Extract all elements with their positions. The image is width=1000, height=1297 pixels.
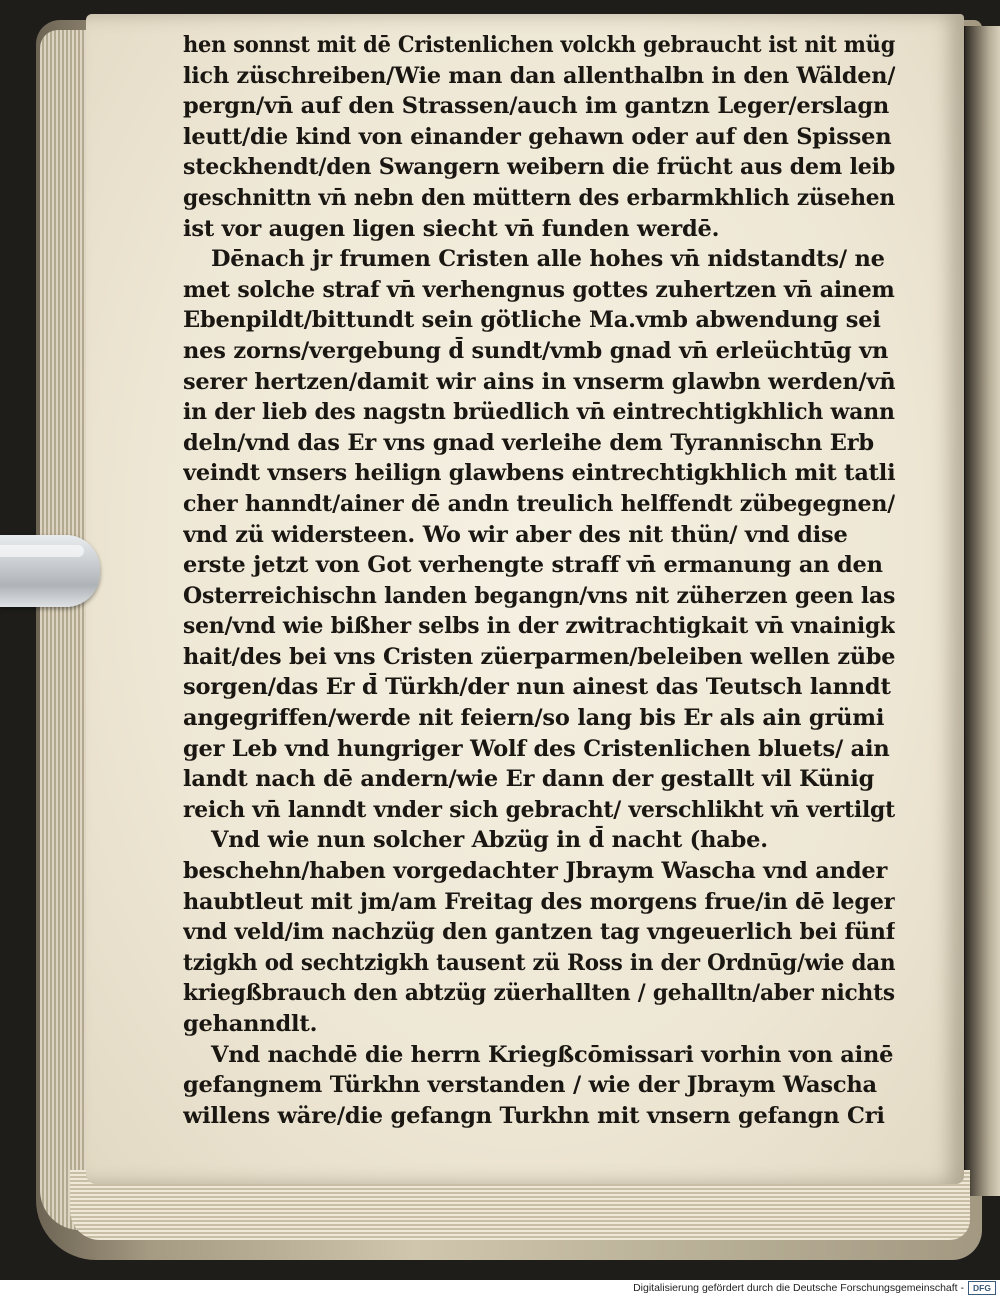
text-line: gehanndlt. bbox=[183, 1011, 318, 1037]
text-line: veindt vnsers heilign glawbens eintrechtigkhlich mit tatli bbox=[183, 460, 896, 487]
text-line: erste jetzt von Got verhengte straff vn̄ ermanung an den bbox=[183, 552, 883, 579]
text-line: cher hanndt/ainer dē andn treulich helffendt zübegegnen/ bbox=[183, 490, 895, 517]
left-page-edges bbox=[40, 30, 88, 1230]
text-line: haubtleut mit jm/am Freitag des morgens frue/in dē leger bbox=[183, 888, 895, 915]
text-line: deln/vnd das Er vns gnad verleihe dem Tyrannischn Erb bbox=[183, 429, 874, 456]
text-line: Osterreichischn landen begangn/vns nit züherzen geen las bbox=[183, 582, 896, 609]
text-line: Vnd wie nun solcher Abzüg in d̄ nacht (habe. bbox=[211, 827, 768, 854]
text-line: beschehn/haben vorgedachter Jbraym Wascha vnd ander bbox=[183, 858, 888, 885]
text-line: angegriffen/werde nit feiern/so lang bis Er als ain grümi bbox=[183, 705, 885, 732]
text-line: landt nach dē andern/wie Er dann der gestallt vil Künig bbox=[183, 766, 875, 793]
clip-highlight bbox=[0, 545, 84, 557]
text-line: sorgen/das Er d̄ Türkh/der nun ainest das Teutsch lanndt bbox=[183, 674, 891, 701]
text-line: leutt/die kind von einander gehawn oder auf den Spissen bbox=[183, 123, 892, 150]
text-line: gefangnem Türkhn verstanden / wie der Jbraym Wascha bbox=[183, 1072, 877, 1099]
text-line: Vnd nachdē die herrn Kriegßcōmissari vorhin von ainē bbox=[211, 1041, 894, 1068]
footer-bar bbox=[0, 1280, 1000, 1297]
text-line: ist vor augen ligen siecht vn̄ funden werdē. bbox=[183, 215, 720, 242]
text-line: lich züschreiben/Wie man dan allenthalbn in den Wälden/ bbox=[183, 62, 896, 89]
text-line: met solche straf vn̄ verhengnus gottes zuhertzen vn̄ ainem bbox=[183, 276, 895, 303]
page-text-block bbox=[183, 30, 903, 1131]
text-line: pergn/vn̄ auf den Strassen/auch im gantzn Leger/erslagn bbox=[183, 93, 890, 120]
text-line: nes zorns/vergebung d̄ sundt/vmb gnad vn̄ erleüchtūg vn bbox=[183, 337, 889, 364]
text-line: in der lieb des nagstn brüedlich vn̄ eintrechtigkhlich wann bbox=[183, 399, 895, 426]
text-line: kriegßbrauch den abtzüg züerhallten / gehalltn/aber nichts bbox=[183, 980, 895, 1007]
text-line: vnd veld/im nachzüg den gantzen tag vngeuerlich bei fünf bbox=[183, 919, 895, 946]
text-line: ger Leb vnd hungriger Wolf des Cristenlichen bluets/ ain bbox=[183, 735, 890, 762]
text-line: sen/vnd wie bißher selbs in der zwitrachtigkait vn̄ vnainigk bbox=[183, 613, 895, 640]
text-line: reich vn̄ lanndt vnder sich gebracht/ verschlikht vn̄ vertilgt bbox=[183, 796, 895, 823]
text-line: tzigkh od sechtzigkh tausent zü Ross in der Ordnūg/wie dan bbox=[183, 949, 896, 976]
text-line: geschnittn vn̄ nebn den müttern des erbarmkhlich züsehen bbox=[183, 184, 896, 211]
text-line: serer hertzen/damit wir ains in vnserm glawbn werden/vn̄ bbox=[183, 368, 896, 395]
book-spine bbox=[965, 26, 1000, 1196]
text-line: hen sonnst mit dē Cristenlichen volckh gebraucht ist nit müg bbox=[183, 32, 896, 58]
text-line: willens wäre/die gefangn Turkhn mit vnsern gefangn Cri bbox=[183, 1102, 885, 1129]
footer-credit: Digitalisierung gefördert durch die Deutsche Forschungsgemeinschaft - bbox=[633, 1282, 964, 1294]
text-line: vnd zü widersteen. Wo wir aber des nit thün/ vnd dise bbox=[183, 521, 848, 548]
text-line: Ebenpildt/bittundt sein götliche Ma.vmb abwendung sei bbox=[183, 307, 881, 334]
text-line: hait/des bei vns Cristen züerparmen/beleiben wellen zübe bbox=[183, 643, 896, 670]
text-line: Dēnach jr frumen Cristen alle hohes vn̄ nidstandts/ ne bbox=[211, 246, 885, 273]
text-line: steckhendt/den Swangern weibern die frücht aus dem leib bbox=[183, 154, 895, 181]
dfg-logo: DFG bbox=[968, 1281, 996, 1295]
